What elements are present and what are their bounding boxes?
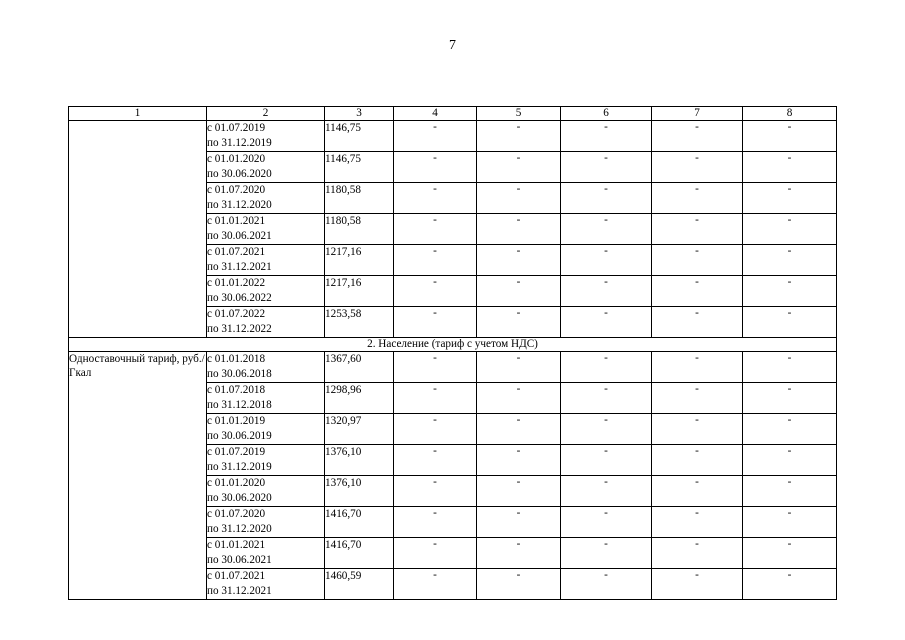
column-header: 6 [561, 107, 652, 121]
period-cell [207, 476, 325, 507]
tariff-value-cell: 1146,75 [325, 121, 394, 152]
empty-value-cell: - [652, 414, 743, 445]
section-title: 2. Население (тариф с учетом НДС) [69, 338, 837, 352]
period-to: по 31.12.2019 [207, 137, 272, 149]
empty-value-cell: - [743, 414, 837, 445]
empty-value-cell: - [652, 445, 743, 476]
empty-value-cell: - [561, 307, 652, 338]
empty-value-cell: - [394, 276, 477, 307]
period-from: с 01.01.2018 [207, 353, 266, 365]
period-from: с 01.01.2020 [207, 477, 266, 489]
empty-value-cell: - [394, 476, 477, 507]
period-cell [207, 352, 325, 383]
empty-value-cell: - [477, 121, 561, 152]
empty-value-cell: - [477, 383, 561, 414]
table-row [69, 121, 837, 152]
empty-value-cell: - [652, 507, 743, 538]
period-cell [207, 383, 325, 414]
empty-value-cell: - [652, 352, 743, 383]
empty-value-cell: - [477, 476, 561, 507]
period-from: с 01.07.2020 [207, 508, 266, 520]
period-to: по 30.06.2022 [207, 292, 272, 304]
empty-value-cell: - [561, 183, 652, 214]
empty-value-cell: - [652, 214, 743, 245]
period-cell [207, 245, 325, 276]
period-to: по 31.12.2020 [207, 523, 272, 535]
empty-value-cell: - [477, 414, 561, 445]
empty-value-cell: - [743, 507, 837, 538]
page-number: 7 [449, 38, 456, 53]
period-from: с 01.01.2021 [207, 539, 266, 551]
empty-value-cell: - [561, 214, 652, 245]
empty-value-cell: - [477, 152, 561, 183]
empty-value-cell: - [743, 214, 837, 245]
period-cell [207, 414, 325, 445]
empty-value-cell: - [743, 245, 837, 276]
empty-value-cell: - [394, 445, 477, 476]
empty-value-cell: - [477, 352, 561, 383]
empty-value-cell: - [743, 569, 837, 600]
empty-value-cell: - [394, 569, 477, 600]
empty-value-cell: - [394, 383, 477, 414]
period-cell [207, 152, 325, 183]
period-to: по 31.12.2018 [207, 399, 272, 411]
empty-value-cell: - [477, 307, 561, 338]
empty-value-cell: - [652, 152, 743, 183]
empty-value-cell: - [561, 152, 652, 183]
empty-value-cell: - [561, 476, 652, 507]
empty-value-cell: - [477, 183, 561, 214]
column-header: 7 [652, 107, 743, 121]
empty-value-cell: - [743, 352, 837, 383]
period-to: по 30.06.2019 [207, 430, 272, 442]
empty-value-cell: - [743, 307, 837, 338]
empty-value-cell: - [394, 414, 477, 445]
column-header: 1 [69, 107, 207, 121]
empty-value-cell: - [743, 276, 837, 307]
tariff-value-cell: 1217,16 [325, 245, 394, 276]
empty-value-cell: - [477, 538, 561, 569]
period-from: с 01.07.2020 [207, 184, 266, 196]
empty-value-cell: - [561, 245, 652, 276]
period-to: по 31.12.2021 [207, 261, 272, 273]
empty-value-cell: - [561, 445, 652, 476]
period-cell [207, 445, 325, 476]
period-to: по 31.12.2021 [207, 585, 272, 597]
period-cell [207, 507, 325, 538]
tariff-value-cell: 1180,58 [325, 183, 394, 214]
empty-value-cell: - [743, 152, 837, 183]
tariff-value-cell: 1180,58 [325, 214, 394, 245]
tariff-value-cell: 1416,70 [325, 507, 394, 538]
period-from: с 01.07.2019 [207, 446, 266, 458]
empty-value-cell: - [743, 183, 837, 214]
empty-value-cell: - [652, 476, 743, 507]
empty-value-cell: - [743, 445, 837, 476]
empty-value-cell: - [477, 214, 561, 245]
tariff-value-cell: 1217,16 [325, 276, 394, 307]
tariff-value-cell: 1376,10 [325, 476, 394, 507]
empty-value-cell: - [652, 276, 743, 307]
empty-value-cell: - [394, 538, 477, 569]
empty-value-cell: - [743, 538, 837, 569]
empty-value-cell: - [561, 414, 652, 445]
category-cell: Одноставочный тариф, руб./Гкал [69, 352, 207, 600]
empty-value-cell: - [652, 383, 743, 414]
tariff-value-cell: 1367,60 [325, 352, 394, 383]
empty-value-cell: - [561, 569, 652, 600]
empty-value-cell: - [394, 121, 477, 152]
empty-value-cell: - [394, 507, 477, 538]
empty-value-cell: - [477, 569, 561, 600]
table-body [69, 121, 837, 600]
period-cell [207, 307, 325, 338]
period-from: с 01.07.2018 [207, 384, 266, 396]
period-to: по 30.06.2020 [207, 168, 272, 180]
column-header: 5 [477, 107, 561, 121]
category-cell [69, 121, 207, 338]
header-row [69, 107, 837, 121]
empty-value-cell: - [394, 183, 477, 214]
table-row [69, 352, 837, 383]
period-to: по 30.06.2021 [207, 554, 272, 566]
empty-value-cell: - [394, 245, 477, 276]
empty-value-cell: - [652, 245, 743, 276]
period-to: по 30.06.2021 [207, 230, 272, 242]
period-cell [207, 276, 325, 307]
period-cell [207, 538, 325, 569]
empty-value-cell: - [477, 276, 561, 307]
empty-value-cell: - [743, 383, 837, 414]
tariff-value-cell: 1298,96 [325, 383, 394, 414]
tariff-value-cell: 1253,58 [325, 307, 394, 338]
period-cell [207, 121, 325, 152]
tariff-value-cell: 1320,97 [325, 414, 394, 445]
period-from: с 01.01.2020 [207, 153, 266, 165]
empty-value-cell: - [477, 445, 561, 476]
empty-value-cell: - [561, 121, 652, 152]
empty-value-cell: - [561, 383, 652, 414]
empty-value-cell: - [394, 214, 477, 245]
empty-value-cell: - [477, 245, 561, 276]
period-cell [207, 214, 325, 245]
period-from: с 01.01.2019 [207, 415, 266, 427]
period-cell [207, 183, 325, 214]
empty-value-cell: - [743, 121, 837, 152]
period-from: с 01.01.2021 [207, 215, 266, 227]
empty-value-cell: - [561, 507, 652, 538]
tariff-value-cell: 1416,70 [325, 538, 394, 569]
column-header: 4 [394, 107, 477, 121]
empty-value-cell: - [743, 476, 837, 507]
empty-value-cell: - [561, 352, 652, 383]
empty-value-cell: - [652, 569, 743, 600]
empty-value-cell: - [652, 538, 743, 569]
period-to: по 30.06.2018 [207, 368, 272, 380]
empty-value-cell: - [652, 307, 743, 338]
column-header: 2 [207, 107, 325, 121]
period-from: с 01.07.2021 [207, 570, 266, 582]
empty-value-cell: - [561, 276, 652, 307]
column-header: 8 [743, 107, 837, 121]
tariff-table [68, 106, 837, 600]
period-from: с 01.01.2022 [207, 277, 266, 289]
tariff-value-cell: 1460,59 [325, 569, 394, 600]
empty-value-cell: - [477, 507, 561, 538]
tariff-value-cell: 1146,75 [325, 152, 394, 183]
period-from: с 01.07.2021 [207, 246, 266, 258]
empty-value-cell: - [561, 538, 652, 569]
empty-value-cell: - [394, 152, 477, 183]
period-cell [207, 569, 325, 600]
period-to: по 30.06.2020 [207, 492, 272, 504]
empty-value-cell: - [394, 352, 477, 383]
period-to: по 31.12.2020 [207, 199, 272, 211]
section-row [69, 338, 837, 352]
empty-value-cell: - [652, 183, 743, 214]
period-to: по 31.12.2019 [207, 461, 272, 473]
empty-value-cell: - [394, 307, 477, 338]
column-header: 3 [325, 107, 394, 121]
period-from: с 01.07.2022 [207, 308, 266, 320]
period-from: с 01.07.2019 [207, 122, 266, 134]
tariff-value-cell: 1376,10 [325, 445, 394, 476]
period-to: по 31.12.2022 [207, 323, 272, 335]
empty-value-cell: - [652, 121, 743, 152]
